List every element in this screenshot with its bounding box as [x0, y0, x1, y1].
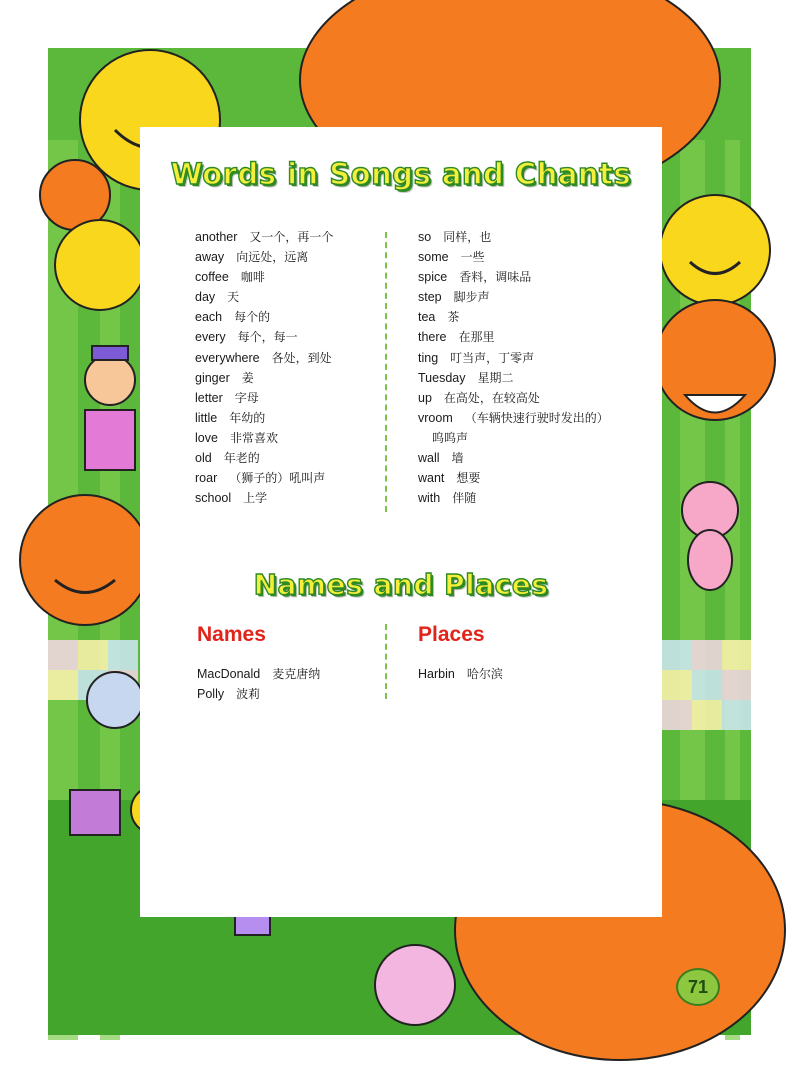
- vocab-row: [418, 307, 609, 327]
- vocab-row: [418, 348, 609, 368]
- chinese-meaning: （狮子的）吼叫声: [229, 471, 326, 486]
- chinese-meaning: 茶: [447, 310, 460, 325]
- vocab-row: [195, 368, 333, 388]
- vocab-row: [418, 428, 609, 448]
- vocab-row: [195, 468, 333, 488]
- chinese-meaning: 在高处，在较高处: [443, 390, 540, 405]
- name-row: [197, 664, 320, 684]
- english-word: there: [418, 330, 447, 345]
- english-word: tea: [418, 310, 436, 325]
- english-word: old: [195, 451, 212, 466]
- chinese-meaning: 墙: [451, 451, 464, 466]
- chinese-meaning: 想要: [456, 471, 481, 486]
- english-word: another: [195, 230, 238, 244]
- english-word: ting: [418, 350, 439, 365]
- vocab-row: [195, 227, 333, 247]
- chinese-meaning: 叮当声，丁零声: [450, 350, 535, 365]
- vocab-row: [195, 448, 333, 468]
- chinese-meaning: （车辆快速行驶时发出的）: [464, 410, 609, 425]
- english-word: love: [195, 430, 218, 445]
- chinese-meaning: 非常喜欢: [229, 430, 278, 445]
- chinese-meaning: 香料，调味品: [459, 270, 532, 285]
- english-word: with: [418, 491, 441, 506]
- chinese-meaning: 上学: [243, 491, 268, 506]
- words-title: Words in Songs and Chants: [170, 157, 632, 191]
- names-heading: Names: [197, 623, 266, 646]
- names-list: [197, 664, 320, 704]
- vocab-row: [418, 448, 609, 468]
- english-word: Polly: [197, 687, 225, 702]
- vocab-row: [195, 408, 333, 428]
- chinese-meaning: 每个的: [234, 310, 271, 325]
- chinese-meaning: 在那里: [458, 330, 495, 345]
- names-places-divider: [385, 624, 387, 699]
- vocab-row: [418, 247, 609, 267]
- english-word: step: [418, 290, 442, 305]
- chinese-meaning: 每个，每一: [237, 330, 298, 345]
- vocab-row: [195, 287, 333, 307]
- word-list-right: [418, 227, 609, 508]
- english-word: each: [195, 310, 223, 325]
- chinese-meaning: 脚步声: [453, 290, 490, 305]
- chinese-meaning: 向远处，远离: [236, 250, 309, 265]
- chinese-meaning: 哈尔滨: [466, 667, 503, 681]
- chinese-meaning: 姜: [241, 370, 254, 385]
- vocab-row: [195, 327, 333, 347]
- english-word: roar: [195, 471, 218, 486]
- english-word: so: [418, 230, 432, 244]
- english-word: everywhere: [195, 350, 260, 365]
- chinese-meaning: 伴随: [452, 491, 477, 506]
- english-word: up: [418, 390, 432, 405]
- chinese-meaning: 星期二: [477, 370, 514, 385]
- english-word: some: [418, 250, 449, 265]
- chinese-meaning: 一些: [460, 250, 485, 265]
- english-word: away: [195, 250, 225, 265]
- vocab-row: [418, 227, 609, 247]
- content-panel: [140, 127, 662, 917]
- chinese-meaning: 又一个，再一个: [249, 230, 334, 244]
- vocab-row: [418, 327, 609, 347]
- english-word: vroom: [418, 410, 453, 425]
- vocab-row: [418, 488, 609, 508]
- places-heading: Places: [418, 623, 485, 646]
- english-word: Tuesday: [418, 370, 466, 385]
- place-row: [418, 664, 503, 684]
- english-word: spice: [418, 270, 448, 285]
- chinese-meaning: 字母: [234, 390, 259, 405]
- english-word: wall: [418, 451, 440, 466]
- vocab-row: [418, 368, 609, 388]
- english-word: school: [195, 491, 232, 506]
- name-row: [197, 684, 320, 704]
- chinese-meaning: 同样，也: [443, 230, 492, 244]
- chinese-meaning: 年幼的: [229, 410, 266, 425]
- english-word: letter: [195, 390, 223, 405]
- vocab-row: [418, 468, 609, 488]
- vocab-row: [195, 348, 333, 368]
- vocab-row: [195, 388, 333, 408]
- page-number: 71: [676, 968, 720, 1006]
- english-word: MacDonald: [197, 667, 261, 681]
- vocab-row: [418, 287, 609, 307]
- chinese-meaning: 各处，到处: [271, 350, 332, 365]
- english-word: Harbin: [418, 667, 455, 681]
- vocab-row: [195, 307, 333, 327]
- names-places-title: Names and Places: [253, 568, 549, 601]
- chinese-meaning: 波莉: [236, 687, 261, 702]
- chinese-meaning: 年老的: [223, 451, 260, 466]
- word-list-left: [195, 227, 333, 508]
- chinese-meaning: 呜呜声: [432, 430, 469, 445]
- english-word: day: [195, 290, 216, 305]
- english-word: little: [195, 410, 218, 425]
- places-list: [418, 664, 503, 684]
- chinese-meaning: 咖啡: [240, 270, 265, 285]
- vocab-row: [418, 408, 609, 428]
- english-word: coffee: [195, 270, 229, 285]
- vocab-row: [418, 267, 609, 287]
- english-word: ginger: [195, 370, 230, 385]
- vocab-row: [195, 428, 333, 448]
- column-divider: [385, 232, 387, 512]
- vocab-row: [195, 267, 333, 287]
- chinese-meaning: 麦克唐纳: [272, 667, 321, 681]
- english-word: every: [195, 330, 226, 345]
- vocab-row: [195, 488, 333, 508]
- vocab-row: [195, 247, 333, 267]
- english-word: want: [418, 471, 445, 486]
- chinese-meaning: 天: [227, 290, 240, 305]
- vocab-row: [418, 388, 609, 408]
